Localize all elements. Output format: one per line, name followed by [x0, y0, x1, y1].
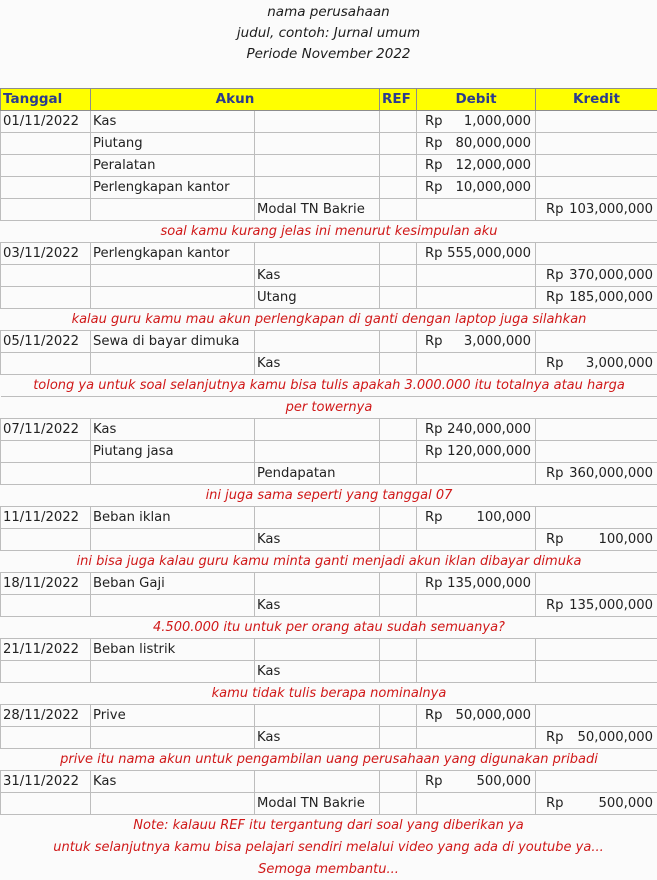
ref-cell	[380, 111, 417, 133]
credit-amount-value: 360,000,000	[569, 466, 653, 481]
debit-amount	[417, 133, 536, 155]
debit-amount-value: 80,000,000	[455, 136, 531, 151]
credit-account: Pendapatan	[255, 463, 380, 485]
credit-amount-value: 50,000,000	[577, 730, 653, 745]
credit-account: Modal TN Bakrie	[255, 199, 380, 221]
currency-symbol: Rp	[425, 708, 443, 723]
entry-date	[1, 265, 91, 287]
journal-entry-row	[1, 793, 657, 815]
debit-account: Piutang jasa	[91, 441, 255, 463]
debit-amount	[417, 463, 536, 485]
company-name: nama perusahaan	[267, 4, 390, 20]
credit-amount	[536, 529, 657, 551]
debit-amount-value: 50,000,000	[455, 708, 531, 723]
currency-symbol: Rp	[425, 444, 443, 459]
debit-account: Peralatan	[91, 155, 255, 177]
journal-entry-row	[1, 705, 657, 727]
debit-amount	[417, 287, 536, 309]
footer-note-2: untuk selanjutnya kamu bisa pelajari sendiri melalui video yang ada di youtube ya...	[53, 840, 604, 855]
entry-date: 07/11/2022	[1, 419, 91, 441]
credit-account: Utang	[255, 287, 380, 309]
ref-cell	[380, 727, 417, 749]
journal-entry-row	[1, 771, 657, 793]
debit-amount	[417, 265, 536, 287]
credit-amount	[536, 771, 657, 793]
debit-amount-value: 555,000,000	[447, 246, 531, 261]
comment-text: kamu tidak tulis berapa nominalnya	[1, 683, 657, 705]
header-debit: Debit	[417, 89, 536, 111]
credit-amount	[536, 155, 657, 177]
credit-amount-value: 100,000	[598, 532, 653, 547]
ref-cell	[380, 155, 417, 177]
debit-amount	[417, 243, 536, 265]
comment-row	[1, 221, 657, 243]
comment-text: ini bisa juga kalau guru kamu minta ganti menjadi akun iklan dibayar dimuka	[1, 551, 657, 573]
ref-cell	[380, 419, 417, 441]
credit-account: Kas	[255, 353, 380, 375]
comment-text: ini juga sama seperti yang tanggal 07	[1, 485, 657, 507]
journal-entry-row	[1, 661, 657, 683]
credit-amount	[536, 331, 657, 353]
journal-entry-row	[1, 133, 657, 155]
debit-account: Perlengkapan kantor	[91, 243, 255, 265]
currency-symbol: Rp	[546, 796, 564, 811]
credit-amount	[536, 177, 657, 199]
journal-entry-row	[1, 727, 657, 749]
ref-cell	[380, 705, 417, 727]
journal-entry-row	[1, 573, 657, 595]
comment-text: kalau guru kamu mau akun perlengkapan di ganti dengan laptop juga silahkan	[1, 309, 657, 331]
currency-symbol: Rp	[425, 510, 443, 525]
credit-account	[255, 419, 380, 441]
entry-date	[1, 155, 91, 177]
credit-amount-value: 500,000	[598, 796, 653, 811]
footer-note-1: Note: kalauu REF itu tergantung dari soal yang diberikan ya	[133, 818, 524, 833]
credit-amount	[536, 287, 657, 309]
credit-amount-value: 103,000,000	[569, 202, 653, 217]
credit-account	[255, 639, 380, 661]
debit-amount	[417, 639, 536, 661]
journal-title: judul, contoh: Jurnal umum	[236, 25, 421, 41]
journal-entry-row	[1, 287, 657, 309]
debit-account: Beban iklan	[91, 507, 255, 529]
ref-cell	[380, 177, 417, 199]
currency-symbol: Rp	[425, 774, 443, 789]
credit-amount	[536, 595, 657, 617]
credit-account: Kas	[255, 727, 380, 749]
currency-symbol: Rp	[425, 180, 443, 195]
entry-date	[1, 463, 91, 485]
debit-amount	[417, 177, 536, 199]
period-label: Periode November 2022	[246, 46, 411, 62]
debit-amount	[417, 595, 536, 617]
debit-account	[91, 287, 255, 309]
comment-text: 4.500.000 itu untuk per orang atau sudah semuanya?	[1, 617, 657, 639]
credit-amount	[536, 441, 657, 463]
journal-entry-row	[1, 265, 657, 287]
credit-account: Kas	[255, 661, 380, 683]
header-credit: Kredit	[536, 89, 657, 111]
entry-date	[1, 199, 91, 221]
currency-symbol: Rp	[546, 268, 564, 283]
ref-cell	[380, 441, 417, 463]
credit-amount	[536, 639, 657, 661]
entry-date	[1, 133, 91, 155]
currency-symbol: Rp	[425, 114, 443, 129]
ref-cell	[380, 265, 417, 287]
ref-cell	[380, 287, 417, 309]
credit-account	[255, 155, 380, 177]
debit-amount	[417, 331, 536, 353]
currency-symbol: Rp	[546, 202, 564, 217]
debit-amount	[417, 155, 536, 177]
debit-account	[91, 463, 255, 485]
debit-amount	[417, 529, 536, 551]
comment-text: prive itu nama akun untuk pengambilan uang perusahaan yang digunakan pribadi	[1, 749, 657, 771]
credit-amount	[536, 573, 657, 595]
debit-amount	[417, 441, 536, 463]
debit-account	[91, 265, 255, 287]
credit-amount	[536, 243, 657, 265]
debit-account	[91, 353, 255, 375]
credit-account	[255, 331, 380, 353]
comment-row	[1, 309, 657, 331]
ref-cell	[380, 243, 417, 265]
journal-entry-row	[1, 111, 657, 133]
debit-account	[91, 595, 255, 617]
comment-text: soal kamu kurang jelas ini menurut kesimpulan aku	[1, 221, 657, 243]
credit-amount-value: 185,000,000	[569, 290, 653, 305]
debit-amount	[417, 353, 536, 375]
entry-date	[1, 441, 91, 463]
comment-text: per towernya	[1, 397, 657, 419]
debit-account: Perlengkapan kantor	[91, 177, 255, 199]
entry-date	[1, 595, 91, 617]
debit-amount-value: 100,000	[476, 510, 531, 525]
journal-entry-row	[1, 419, 657, 441]
currency-symbol: Rp	[546, 356, 564, 371]
journal-entry-row	[1, 639, 657, 661]
ref-cell	[380, 353, 417, 375]
credit-amount	[536, 419, 657, 441]
debit-amount	[417, 573, 536, 595]
credit-amount	[536, 507, 657, 529]
comment-row	[1, 375, 657, 397]
credit-account	[255, 771, 380, 793]
credit-amount	[536, 133, 657, 155]
currency-symbol: Rp	[546, 532, 564, 547]
header-account: Akun	[91, 89, 380, 111]
journal-entry-row	[1, 243, 657, 265]
debit-account	[91, 661, 255, 683]
entry-date: 03/11/2022	[1, 243, 91, 265]
comment-row	[1, 485, 657, 507]
ref-cell	[380, 133, 417, 155]
debit-amount-value: 12,000,000	[455, 158, 531, 173]
ref-cell	[380, 199, 417, 221]
entry-date: 18/11/2022	[1, 573, 91, 595]
footer-note-3: Semoga membantu...	[258, 862, 399, 877]
debit-account: Piutang	[91, 133, 255, 155]
entry-date: 21/11/2022	[1, 639, 91, 661]
ref-cell	[380, 595, 417, 617]
credit-account	[255, 507, 380, 529]
credit-amount	[536, 727, 657, 749]
general-journal-table	[0, 88, 657, 815]
debit-amount-value: 10,000,000	[455, 180, 531, 195]
currency-symbol: Rp	[546, 598, 564, 613]
journal-entry-row	[1, 595, 657, 617]
debit-amount-value: 500,000	[476, 774, 531, 789]
debit-account: Beban listrik	[91, 639, 255, 661]
debit-amount	[417, 727, 536, 749]
debit-account	[91, 529, 255, 551]
currency-symbol: Rp	[425, 246, 443, 261]
debit-amount	[417, 771, 536, 793]
credit-amount	[536, 111, 657, 133]
column-header-row	[1, 89, 657, 111]
comment-text: tolong ya untuk soal selanjutnya kamu bisa tulis apakah 3.000.000 itu totalnya atau harga	[1, 375, 657, 397]
entry-date: 11/11/2022	[1, 507, 91, 529]
debit-amount-value: 120,000,000	[447, 444, 531, 459]
credit-account: Kas	[255, 265, 380, 287]
credit-account: Kas	[255, 595, 380, 617]
debit-amount-value: 3,000,000	[463, 334, 531, 349]
debit-account	[91, 727, 255, 749]
credit-amount	[536, 265, 657, 287]
credit-account: Kas	[255, 529, 380, 551]
ref-cell	[380, 771, 417, 793]
debit-amount-value: 240,000,000	[447, 422, 531, 437]
entry-date	[1, 727, 91, 749]
currency-symbol: Rp	[425, 334, 443, 349]
credit-amount-value: 370,000,000	[569, 268, 653, 283]
debit-amount	[417, 793, 536, 815]
entry-date: 28/11/2022	[1, 705, 91, 727]
debit-account: Kas	[91, 111, 255, 133]
journal-entry-row	[1, 199, 657, 221]
credit-amount-value: 3,000,000	[585, 356, 653, 371]
currency-symbol: Rp	[425, 576, 443, 591]
journal-entry-row	[1, 177, 657, 199]
credit-account	[255, 111, 380, 133]
debit-account	[91, 793, 255, 815]
entry-date	[1, 287, 91, 309]
ref-cell	[380, 661, 417, 683]
debit-amount	[417, 111, 536, 133]
journal-entry-row	[1, 353, 657, 375]
debit-amount	[417, 507, 536, 529]
debit-amount	[417, 199, 536, 221]
credit-account	[255, 243, 380, 265]
debit-amount-value: 1,000,000	[463, 114, 531, 129]
comment-row	[1, 397, 657, 419]
journal-entry-row	[1, 507, 657, 529]
journal-entry-row	[1, 331, 657, 353]
credit-amount	[536, 661, 657, 683]
debit-amount	[417, 705, 536, 727]
debit-account	[91, 199, 255, 221]
currency-symbol: Rp	[425, 422, 443, 437]
currency-symbol: Rp	[546, 466, 564, 481]
comment-row	[1, 617, 657, 639]
header-date: Tanggal	[1, 89, 91, 111]
entry-date	[1, 793, 91, 815]
credit-amount	[536, 463, 657, 485]
ref-cell	[380, 639, 417, 661]
ref-cell	[380, 793, 417, 815]
currency-symbol: Rp	[546, 730, 564, 745]
comment-row	[1, 551, 657, 573]
ref-cell	[380, 463, 417, 485]
credit-account	[255, 441, 380, 463]
credit-account	[255, 133, 380, 155]
debit-amount	[417, 661, 536, 683]
entry-date	[1, 177, 91, 199]
comment-row	[1, 683, 657, 705]
ref-cell	[380, 507, 417, 529]
entry-date	[1, 353, 91, 375]
credit-amount	[536, 353, 657, 375]
ref-cell	[380, 573, 417, 595]
ref-cell	[380, 529, 417, 551]
entry-date: 05/11/2022	[1, 331, 91, 353]
entry-date: 01/11/2022	[1, 111, 91, 133]
currency-symbol: Rp	[425, 136, 443, 151]
header-ref: REF	[380, 89, 417, 111]
journal-entry-row	[1, 529, 657, 551]
credit-account	[255, 573, 380, 595]
debit-account: Kas	[91, 771, 255, 793]
ref-cell	[380, 331, 417, 353]
credit-amount	[536, 199, 657, 221]
debit-amount-value: 135,000,000	[447, 576, 531, 591]
credit-amount	[536, 793, 657, 815]
credit-account	[255, 705, 380, 727]
entry-date	[1, 529, 91, 551]
entry-date	[1, 661, 91, 683]
currency-symbol: Rp	[546, 290, 564, 305]
journal-entry-row	[1, 441, 657, 463]
currency-symbol: Rp	[425, 158, 443, 173]
debit-account: Sewa di bayar dimuka	[91, 331, 255, 353]
debit-account: Prive	[91, 705, 255, 727]
comment-row	[1, 749, 657, 771]
debit-account: Beban Gaji	[91, 573, 255, 595]
debit-account: Kas	[91, 419, 255, 441]
credit-account: Modal TN Bakrie	[255, 793, 380, 815]
journal-entry-row	[1, 463, 657, 485]
credit-account	[255, 177, 380, 199]
debit-amount	[417, 419, 536, 441]
entry-date: 31/11/2022	[1, 771, 91, 793]
credit-amount-value: 135,000,000	[569, 598, 653, 613]
journal-entry-row	[1, 155, 657, 177]
credit-amount	[536, 705, 657, 727]
